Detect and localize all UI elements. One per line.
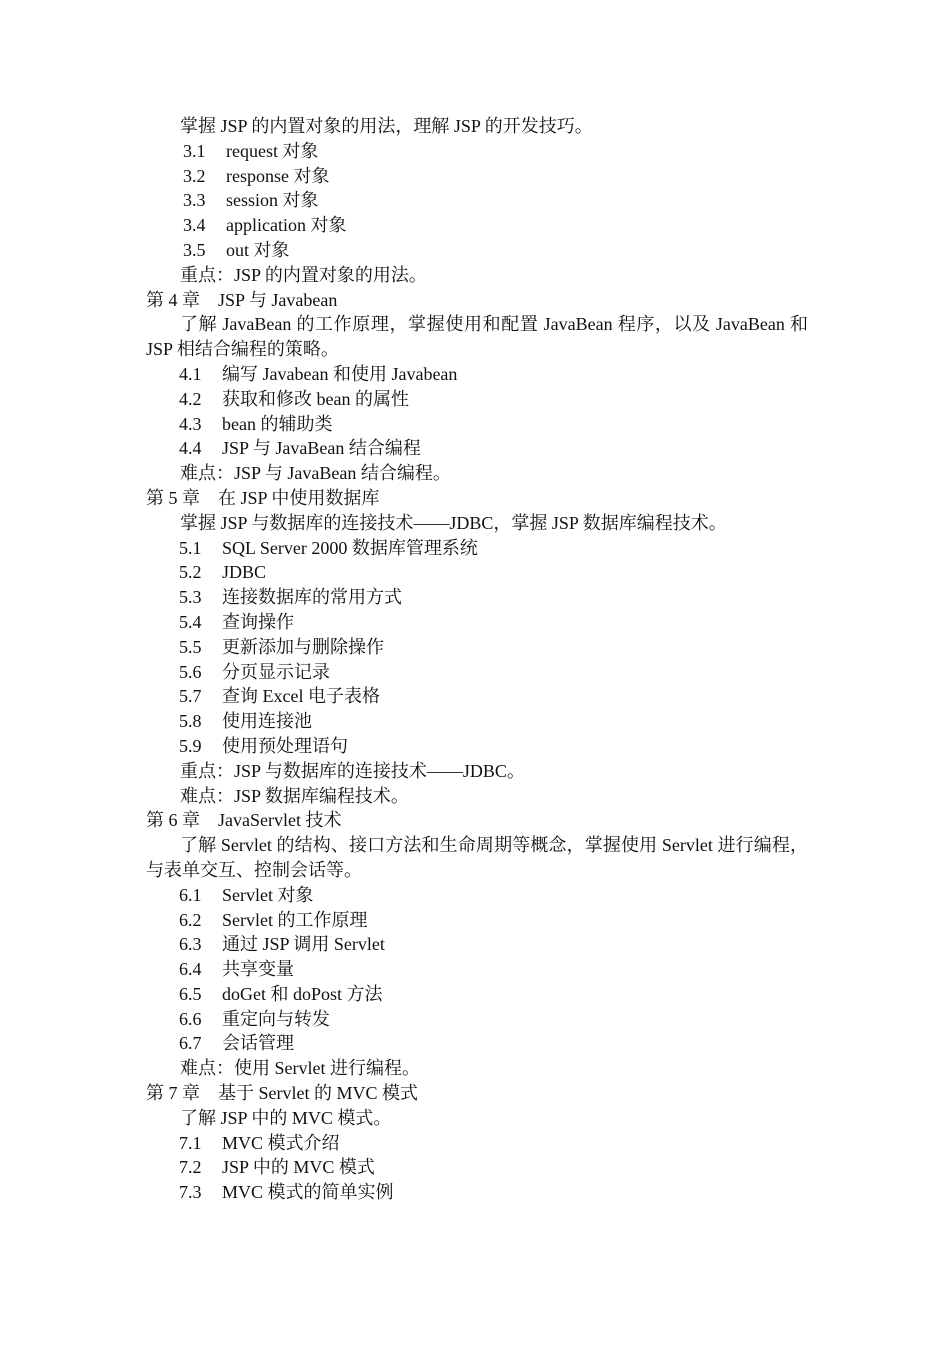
section-title: 使用预处理语句 <box>222 735 348 756</box>
section-title: JSP 与 JavaBean 结合编程 <box>222 438 421 459</box>
section-item <box>146 1155 816 1180</box>
section-title: bean 的辅助类 <box>222 413 333 434</box>
section-title: 共享变量 <box>222 959 294 980</box>
section-title: doGet 和 doPost 方法 <box>222 983 383 1004</box>
section-number: 5.2 <box>179 562 202 583</box>
section-item <box>146 883 816 908</box>
section-title: MVC 模式的简单实例 <box>222 1182 394 1203</box>
section-number: 6.6 <box>179 1008 202 1029</box>
section-title: 更新添加与删除操作 <box>222 636 384 657</box>
section-number: 5.5 <box>179 636 202 657</box>
section-item <box>146 734 816 759</box>
section-number: 5.7 <box>179 686 202 707</box>
section-number: 4.4 <box>179 438 202 459</box>
summary-line: 难点：JSP 与 JavaBean 结合编程。 <box>180 463 451 484</box>
chapter-heading: 第 4 章 JSP 与 Javabean <box>146 289 338 310</box>
section-title: response 对象 <box>226 165 330 186</box>
section-item <box>146 684 816 709</box>
section-item <box>146 932 816 957</box>
section-number: 3.2 <box>183 165 206 186</box>
section-item <box>146 536 816 561</box>
section-title: 获取和修改 bean 的属性 <box>222 388 409 409</box>
section-title: JSP 中的 MVC 模式 <box>222 1157 375 1178</box>
section-number: 3.4 <box>183 215 206 236</box>
section-item <box>146 585 816 610</box>
section-title: 编写 Javabean 和使用 Javabean <box>222 363 458 384</box>
section-number: 6.1 <box>179 884 202 905</box>
summary-line: 难点：使用 Servlet 进行编程。 <box>180 1058 420 1079</box>
section-number: 5.6 <box>179 661 202 682</box>
summary-line: 了解 JSP 中的 MVC 模式。 <box>180 1107 392 1128</box>
section-item <box>146 982 816 1007</box>
document-body <box>146 114 816 1205</box>
section-number: 5.4 <box>179 611 202 632</box>
summary-line: 掌握 JSP 与数据库的连接技术——JDBC，掌握 JSP 数据库编程技术。 <box>180 512 727 533</box>
summary-line: 难点：JSP 数据库编程技术。 <box>180 785 409 806</box>
section-item <box>146 164 816 189</box>
section-number: 3.1 <box>183 140 206 161</box>
section-item <box>146 188 816 213</box>
section-item <box>146 387 816 412</box>
chapter-heading: 第 7 章 基于 Servlet 的 MVC 模式 <box>146 1083 418 1104</box>
section-number: 7.3 <box>179 1182 202 1203</box>
section-number: 5.3 <box>179 587 202 608</box>
section-title: request 对象 <box>226 140 319 161</box>
section-title: MVC 模式介绍 <box>222 1132 340 1153</box>
section-number: 3.5 <box>183 239 206 260</box>
section-number: 5.8 <box>179 711 202 732</box>
section-number: 4.1 <box>179 363 202 384</box>
section-title: 连接数据库的常用方式 <box>222 587 402 608</box>
section-number: 6.3 <box>179 934 202 955</box>
section-number: 5.9 <box>179 735 202 756</box>
section-item <box>146 610 816 635</box>
section-title: 查询操作 <box>222 611 294 632</box>
summary-line: 重点：JSP 与数据库的连接技术——JDBC。 <box>180 760 525 781</box>
section-item <box>146 635 816 660</box>
section-number: 7.2 <box>179 1157 202 1178</box>
section-item <box>146 436 816 461</box>
section-title: Servlet 的工作原理 <box>222 909 368 930</box>
section-item <box>146 213 816 238</box>
section-item <box>146 1180 816 1205</box>
intro-paragraph: 了解 Servlet 的结构、接口方法和生命周期等概念，掌握使用 Servlet 进行编程，与表单交互、控制会话等。 <box>146 835 808 880</box>
section-number: 6.7 <box>179 1033 202 1054</box>
section-title: Servlet 对象 <box>222 884 314 905</box>
section-title: 通过 JSP 调用 Servlet <box>222 934 385 955</box>
section-item <box>146 362 816 387</box>
section-number: 6.5 <box>179 983 202 1004</box>
section-item <box>146 238 816 263</box>
section-title: 使用连接池 <box>222 711 312 732</box>
section-title: 重定向与转发 <box>222 1008 330 1029</box>
section-item <box>146 709 816 734</box>
section-item <box>146 412 816 437</box>
section-item <box>146 1131 816 1156</box>
section-number: 3.3 <box>183 190 206 211</box>
section-title: 查询 Excel 电子表格 <box>222 686 380 707</box>
section-number: 4.3 <box>179 413 202 434</box>
section-item <box>146 560 816 585</box>
section-number: 5.1 <box>179 537 202 558</box>
summary-line: 重点：JSP 的内置对象的用法。 <box>180 264 427 285</box>
chapter-heading: 第 6 章 JavaServlet 技术 <box>146 810 342 831</box>
section-number: 4.2 <box>179 388 202 409</box>
section-number: 7.1 <box>179 1132 202 1153</box>
section-item <box>146 1031 816 1056</box>
section-item <box>146 908 816 933</box>
section-item <box>146 139 816 164</box>
section-number: 6.2 <box>179 909 202 930</box>
section-title: JDBC <box>222 562 267 583</box>
section-title: out 对象 <box>226 239 290 260</box>
section-title: session 对象 <box>226 190 319 211</box>
intro-paragraph: 了解 JavaBean 的工作原理，掌握使用和配置 JavaBean 程序，以及 JavaBean 和 JSP 相结合编程的策略。 <box>146 314 808 360</box>
section-title: 会话管理 <box>222 1033 294 1054</box>
chapter-heading: 第 5 章 在 JSP 中使用数据库 <box>146 487 380 508</box>
section-item <box>146 1007 816 1032</box>
section-item <box>146 957 816 982</box>
summary-line: 掌握 JSP 的内置对象的用法，理解 JSP 的开发技巧。 <box>180 116 593 136</box>
section-title: SQL Server 2000 数据库管理系统 <box>222 537 478 558</box>
section-number: 6.4 <box>179 959 202 980</box>
section-item <box>146 660 816 685</box>
section-title: application 对象 <box>226 215 347 236</box>
section-title: 分页显示记录 <box>222 661 330 682</box>
